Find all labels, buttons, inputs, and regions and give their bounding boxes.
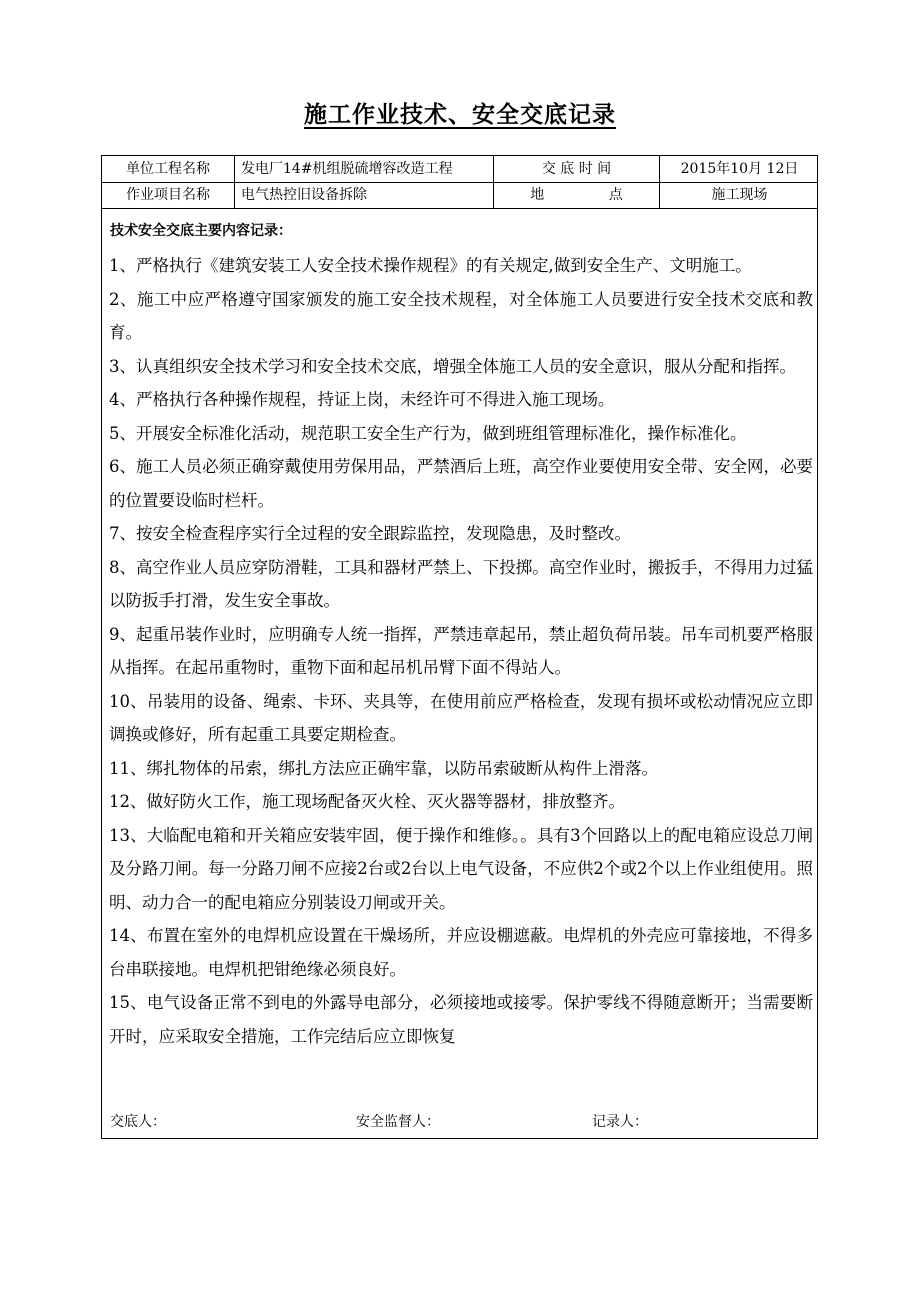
list-item: 9、起重吊装作业时，应明确专人统一指挥，严禁违章起吊，禁止超负荷吊装。吊车司机要严格服从指挥。在起吊重物时，重物下面和起吊机吊臂下面不得站人。 [109, 624, 813, 677]
list-item: 6、施工人员必须正确穿戴使用劳保用品，严禁酒后上班，高空作业要使用安全带、安全网，必要的位置要设临时栏杆。 [109, 457, 813, 510]
content-area [102, 209, 817, 1139]
list-item: 15、电气设备正常不到电的外露导电部分，必须接地或接零。保护零线不得随意断开；当需要断开时，应采取安全措施，工作完结后应立即恢复 [109, 993, 813, 1046]
safety-items-list [109, 249, 813, 1053]
list-item: 7、按安全检查程序实行全过程的安全跟踪监控，发现隐患，及时整改。 [109, 524, 631, 543]
list-item: 10、吊装用的设备、绳索、卡环、夹具等，在使用前应严格检查，发现有损坏或松动情况应立即调换或修好，所有起重工具要定期检查。 [109, 691, 813, 744]
list-item: 12、做好防火工作，施工现场配备灭火栓、灭火器等器材，排放整齐。 [109, 792, 625, 811]
location-label [494, 182, 660, 208]
work-item-label: 作业项目名称 [102, 182, 235, 208]
list-item: 5、开展安全标准化活动，规范职工安全生产行为，做到班组管理标准化，操作标准化。 [109, 423, 747, 443]
header-row-work-item [102, 182, 817, 209]
list-item: 2、施工中应严格遵守国家颁发的施工安全技术规程，对全体施工人员要进行安全技术交底和教育。 [109, 289, 813, 342]
header-row-project [102, 156, 817, 183]
list-item: 14、布置在室外的电焊机应设置在干燥场所，并应设棚遮蔽。电焊机的外壳应可靠接地，不得多台串联接地。电焊机把钳绝缘必须良好。 [109, 926, 813, 979]
unit-project-label: 单位工程名称 [102, 156, 235, 182]
disclosure-time-value: 2015年10月 12日 [680, 161, 799, 177]
list-item: 11、绑扎物体的吊索，绑扎方法应正确牢靠，以防吊索破断从构件上滑落。 [109, 758, 658, 778]
title-text: 施工作业技术、安全交底记录 [304, 102, 616, 128]
list-item: 1、严格执行《建筑安装工人安全技术操作规程》的有关规定,做到安全生产、文明施工。 [109, 256, 752, 275]
list-item: 3、认真组织安全技术学习和安全技术交底，增强全体施工人员的安全意识，服从分配和指挥。 [109, 356, 796, 376]
unit-project-value: 发电厂14#机组脱硫增容改造工程 [235, 156, 494, 182]
work-item-value: 电气热控旧设备拆除 [235, 182, 494, 208]
list-item: 4、严格执行各种操作规程，持证上岗，未经许可不得进入施工现场。 [109, 390, 615, 409]
location-value: 施工现场 [711, 187, 768, 203]
content-heading: 技术安全交底主要内容记录： [110, 223, 292, 239]
list-item: 8、高空作业人员应穿防滑鞋，工具和器材严禁上、下投掷。高空作业时，搬扳手，不得用力过猛以防扳手打滑，发生安全事故。 [109, 557, 813, 610]
disclosure-record-form [101, 155, 818, 1139]
supervisor-signature-label: 安全监督人： [356, 1114, 440, 1130]
disclosure-time-label: 交 底 时 间 [494, 156, 660, 182]
document-title [0, 96, 920, 129]
discloser-signature-label: 交底人： [110, 1114, 166, 1130]
location-label-text: 地 点 [530, 187, 623, 203]
signature-row [110, 1111, 810, 1135]
recorder-signature-label: 记录人： [592, 1114, 648, 1130]
list-item: 13、大临配电箱和开关箱应安装牢固，便于操作和维修。。具有3个回路以上的配电箱应设总刀闸及分路刀闸。每一分路刀闸不应接2台或2台以上电气设备，不应供2个或2个以上作业组使用。照明、动力合一的配电箱应分别装设刀闸或开关。 [109, 825, 813, 912]
